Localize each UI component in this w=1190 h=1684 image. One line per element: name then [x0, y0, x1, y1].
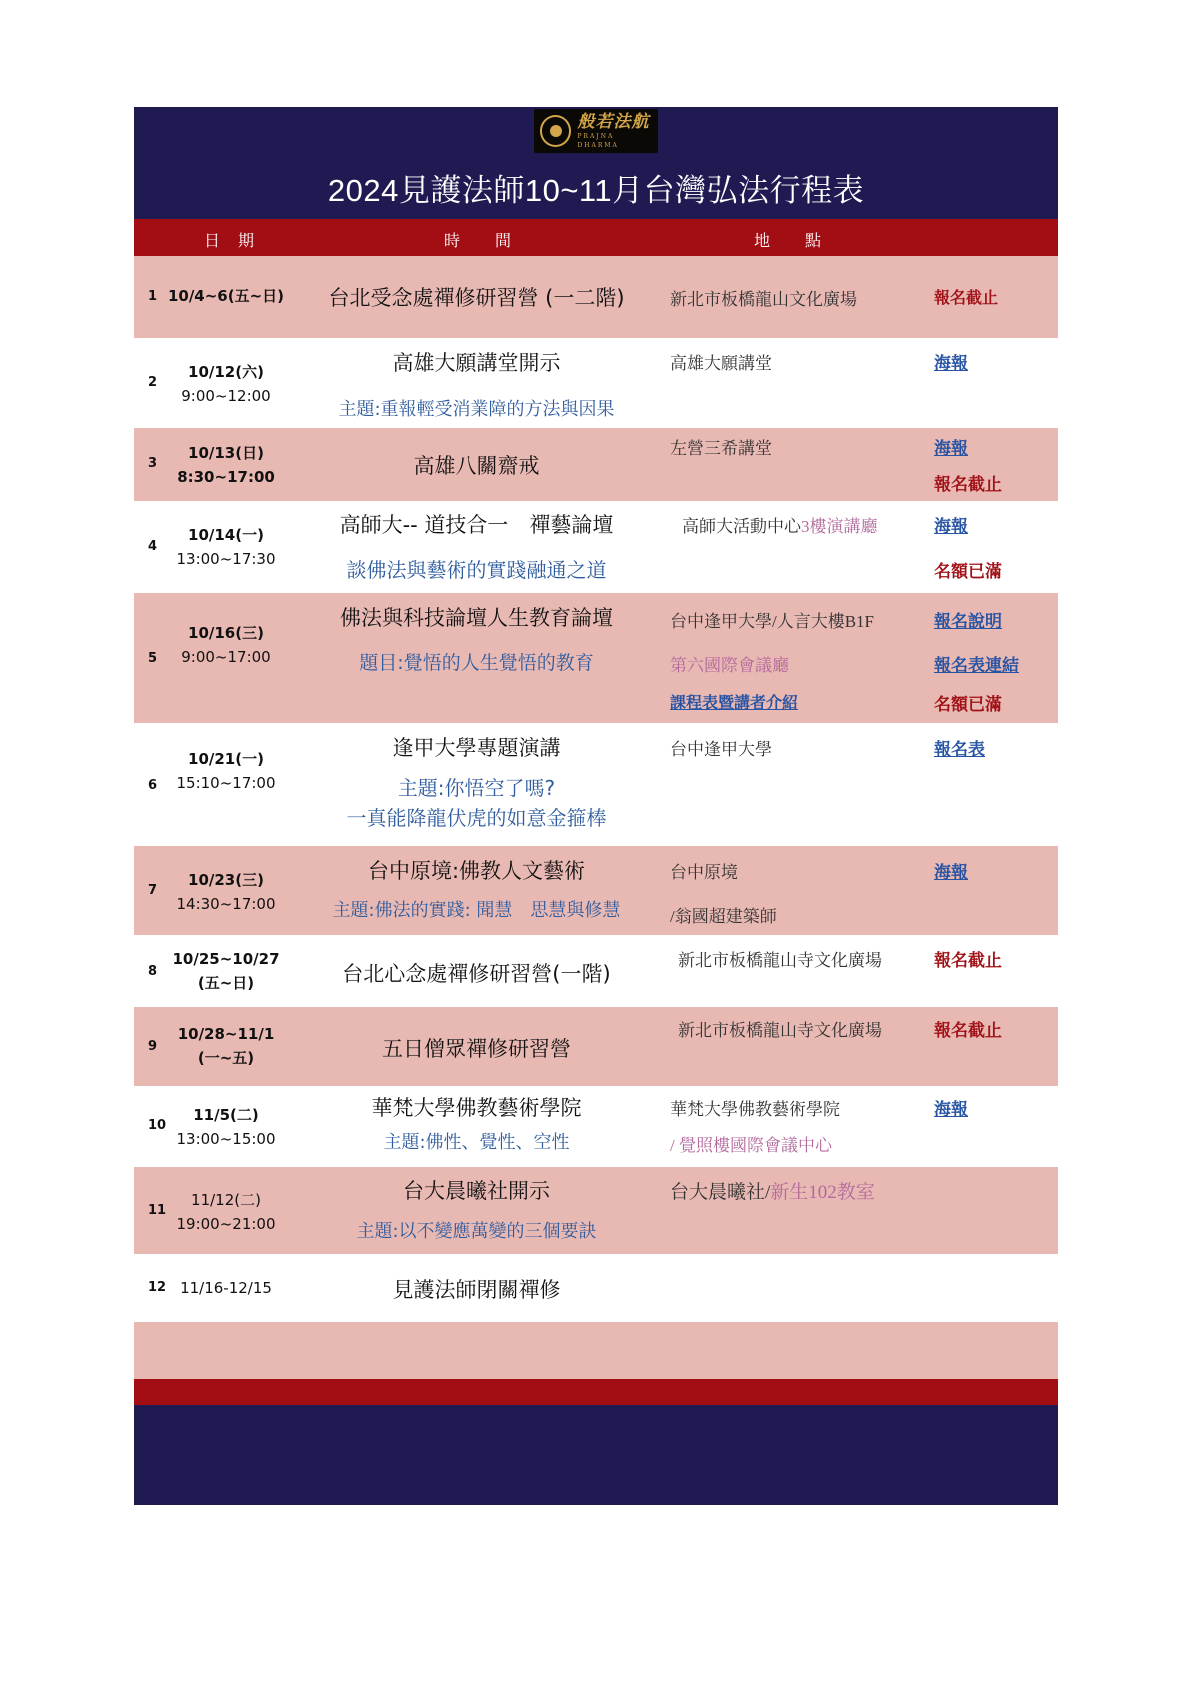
row-place: 新北市板橋龍山寺文化廣場: [678, 951, 882, 970]
row-place: 高雄大願講堂: [670, 354, 772, 373]
row-place-room: 3樓演講廳: [801, 517, 878, 536]
row-title: 台北受念處禪修研習營 (一二階): [328, 286, 625, 310]
row-title: 高雄八關齋戒: [413, 454, 540, 478]
status-badge: 名額已滿: [934, 562, 1002, 582]
table-row: [134, 428, 1058, 501]
row-subtitle: 題目:覺悟的人生覺悟的教育: [359, 652, 594, 674]
row-title: 華梵大學佛教藝術學院: [371, 1096, 582, 1120]
status-badge: 報名截止: [934, 951, 1002, 971]
row-number: 1: [148, 289, 158, 304]
row-date: 11/16-12/15: [180, 1279, 272, 1297]
empty-row: [134, 1322, 1058, 1379]
row-date: 10/12(六): [188, 363, 264, 381]
footer-red-bar: [134, 1379, 1058, 1405]
registration-form-link[interactable]: 報名表連結: [934, 656, 1019, 676]
logo-english: PRAJNA DHARMA: [577, 133, 619, 149]
table-header: [134, 219, 1058, 256]
table-row: [134, 593, 1058, 723]
table-row: [134, 256, 1058, 338]
table-row: [134, 935, 1058, 1007]
row-subtitle: 主題:重報輕受消業障的方法與因果: [338, 399, 615, 420]
table-row: [134, 1086, 1058, 1167]
row-time: (一~五): [197, 1049, 255, 1067]
row-date: 11/12(二): [191, 1191, 261, 1209]
schedule-sheet: [134, 107, 1058, 1505]
row-date: 11/5(二): [193, 1106, 259, 1124]
row-subtitle: 主題:以不變應萬變的三個要訣: [356, 1221, 597, 1242]
row-place: 台大晨曦社/: [670, 1182, 771, 1203]
row-time: 15:10~17:00: [176, 774, 276, 792]
row-date: 10/16(三): [188, 624, 264, 642]
table-row: [134, 338, 1058, 428]
row-time: 8:30~17:00: [177, 468, 275, 486]
row-title: 逢甲大學專題演講: [392, 736, 561, 760]
row-number: 11: [148, 1203, 167, 1218]
row-title: 高師大-- 道技合一 禪藝論壇: [339, 513, 614, 537]
header-place: 地 點: [754, 231, 823, 250]
poster-link[interactable]: 海報: [934, 354, 968, 374]
row-time: 13:00~17:30: [176, 550, 276, 568]
row-time: 13:00~15:00: [176, 1130, 276, 1148]
table-row: [134, 1167, 1058, 1254]
program-speakers-link[interactable]: 課程表暨講者介紹: [670, 693, 799, 712]
poster-link[interactable]: 海報: [934, 863, 968, 883]
row-number: 4: [148, 539, 158, 554]
footer-banner: [134, 1405, 1058, 1505]
header-time: 時 間: [444, 231, 513, 250]
table-row: [134, 723, 1058, 846]
registration-info-link[interactable]: 報名說明: [934, 612, 1002, 632]
poster-link[interactable]: 海報: [934, 439, 968, 459]
poster-link[interactable]: 海報: [934, 517, 968, 537]
row-title: 台中原境:佛教人文藝術: [367, 859, 586, 883]
row-title: 台大晨曦社開示: [403, 1179, 550, 1203]
row-time: (五~日): [197, 974, 255, 992]
status-badge: 名額已滿: [934, 695, 1002, 715]
row-place: 新北市板橋龍山文化廣場: [670, 290, 857, 309]
row-number: 9: [148, 1039, 158, 1054]
row-time: 14:30~17:00: [176, 895, 276, 913]
row-place: 新北市板橋龍山寺文化廣場: [678, 1021, 882, 1040]
row-time: 9:00~17:00: [181, 648, 271, 666]
row-place: 高師大活動中心: [682, 517, 801, 536]
row-title: 佛法與科技論壇人生教育論壇: [340, 606, 613, 630]
row-date: 10/4~6(五~日): [167, 287, 285, 305]
row-subtitle: 主題:你悟空了嗎?: [397, 776, 556, 800]
row-date: 10/28~11/1: [177, 1025, 275, 1043]
registration-form-link[interactable]: 報名表: [934, 740, 985, 760]
row-subtitle: 主題:佛法的實踐: 聞慧 思慧與修慧: [332, 900, 621, 921]
row-place-detail: / 覺照樓國際會議中心: [670, 1136, 832, 1155]
poster-link[interactable]: 海報: [934, 1100, 968, 1120]
logo-name: 般若法航: [577, 112, 650, 132]
row-number: 5: [148, 651, 158, 666]
row-place-room: 新生102教室: [770, 1182, 875, 1203]
row-number: 12: [148, 1280, 167, 1295]
header-date: 日 期: [204, 231, 256, 250]
row-number: 8: [148, 964, 158, 979]
row-number: 3: [148, 456, 158, 471]
row-subtitle-2: 一真能降龍伏虎的如意金箍棒: [346, 806, 607, 830]
row-date: 10/23(三): [188, 871, 264, 889]
row-place-room: 第六國際會議廳: [670, 656, 789, 675]
row-time: 19:00~21:00: [176, 1215, 276, 1233]
row-number: 2: [148, 375, 158, 390]
row-title: 台北心念處禪修研習營(一階): [342, 962, 611, 986]
row-number: 10: [148, 1118, 167, 1133]
title-banner: [134, 107, 1058, 219]
row-place: 台中原境: [670, 863, 738, 882]
row-title: 五日僧眾禪修研習營: [382, 1037, 571, 1061]
row-date: 10/25~10/27: [172, 950, 280, 968]
status-badge: 報名截止: [934, 475, 1002, 495]
row-place: 台中逢甲大學/人言大樓B1F: [670, 612, 875, 631]
table-row: [134, 1254, 1058, 1322]
row-place: 左營三希講堂: [670, 439, 772, 458]
row-place: 華梵大學佛教藝術學院: [670, 1100, 840, 1119]
row-date: 10/14(一): [188, 526, 264, 544]
row-place-detail: /翁國超建築師: [670, 907, 777, 926]
table-row: [134, 501, 1058, 593]
dharma-wheel-icon: [540, 115, 571, 147]
row-title: 見護法師閉關禪修: [392, 1278, 561, 1302]
status-badge: 報名截止: [934, 1021, 1002, 1041]
row-subtitle: 主題:佛性、覺性、空性: [383, 1132, 570, 1153]
row-date: 10/13(日): [188, 444, 264, 462]
row-title: 高雄大願講堂開示: [392, 351, 561, 375]
row-time: 9:00~12:00: [181, 387, 271, 405]
table-row: [134, 846, 1058, 935]
logo: [534, 109, 658, 153]
status-badge: 報名截止: [934, 288, 999, 307]
page-title: 2024見護法師10~11月台灣弘法行程表: [327, 173, 865, 208]
table-row: [134, 1007, 1058, 1086]
row-place: 台中逢甲大學: [670, 740, 772, 759]
row-number: 7: [148, 883, 158, 898]
row-number: 6: [148, 778, 158, 793]
row-date: 10/21(一): [188, 750, 264, 768]
row-subtitle: 談佛法與藝術的實踐融通之道: [346, 558, 607, 582]
